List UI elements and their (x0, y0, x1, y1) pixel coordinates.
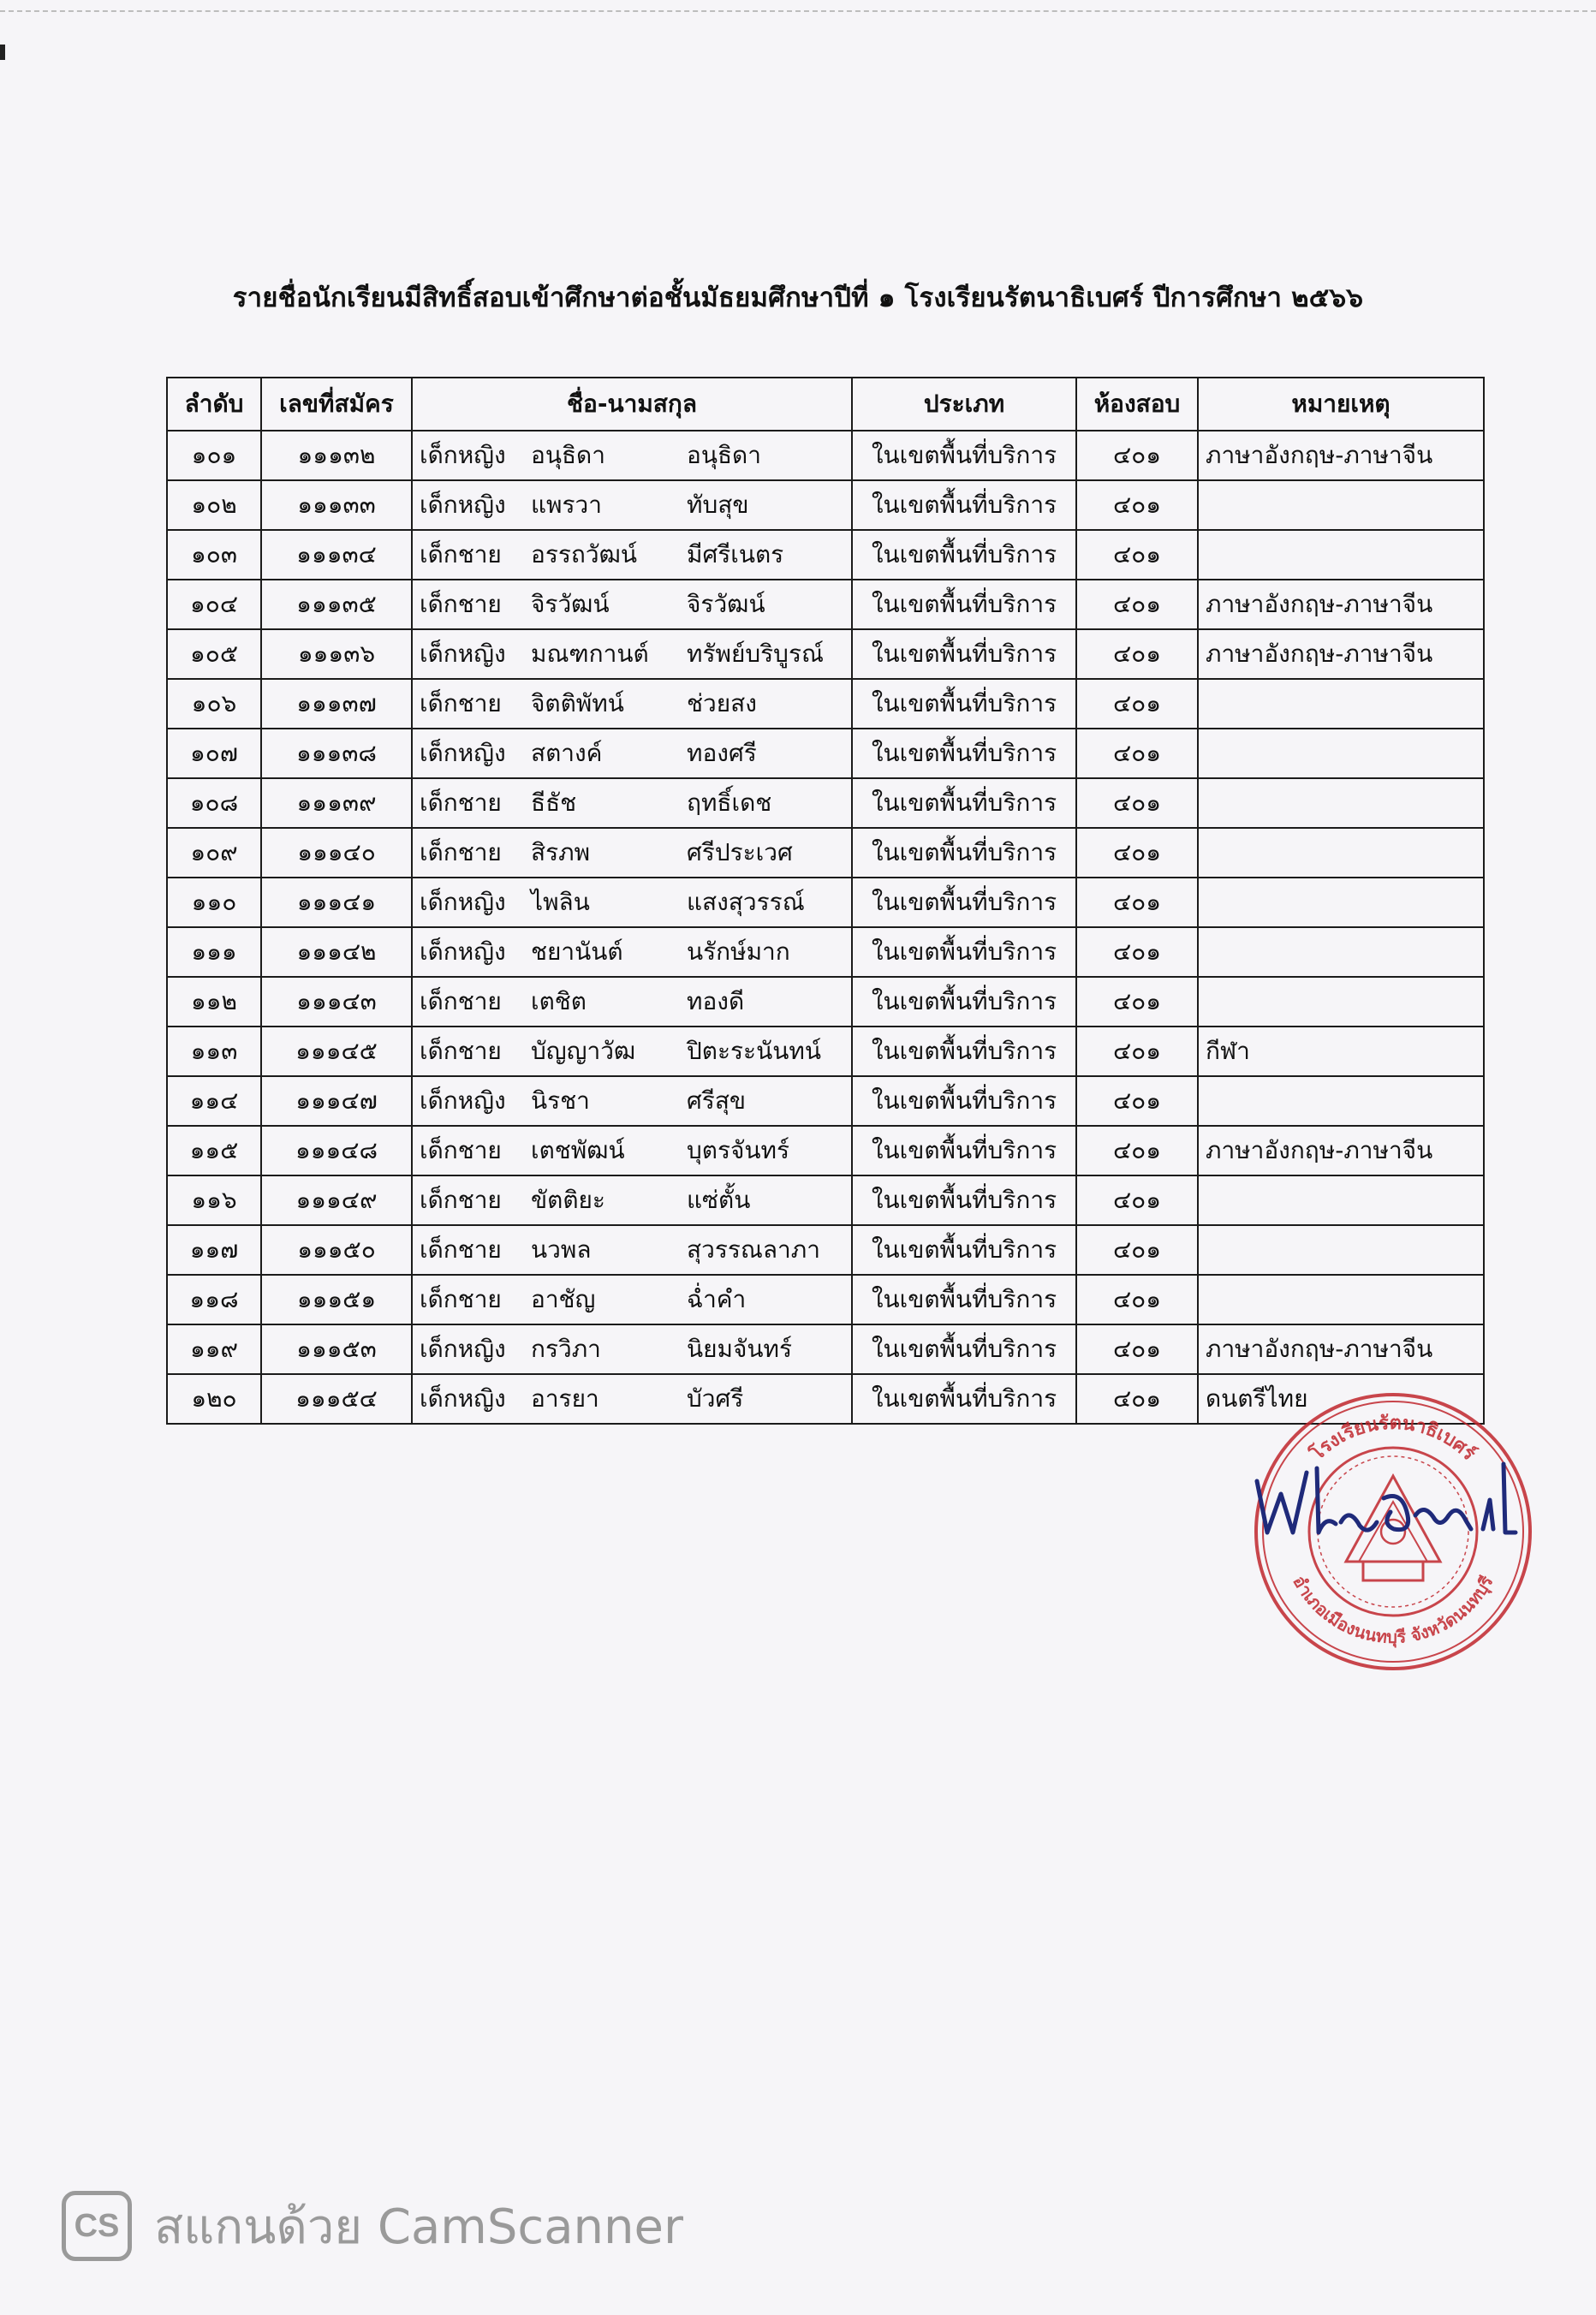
cell-application-number: ๑๑๑๓๘ (261, 729, 412, 778)
cell-order: ๑๒๐ (167, 1374, 261, 1424)
cell-exam-room: ๔๐๑ (1076, 828, 1198, 878)
cell-type: ในเขตพื้นที่บริการ (852, 480, 1076, 530)
table-body (167, 431, 1484, 1424)
header-remarks: หมายเหตุ (1198, 378, 1484, 431)
cell-type: ในเขตพื้นที่บริการ (852, 927, 1076, 977)
cell-exam-room: ๔๐๑ (1076, 679, 1198, 729)
cell-exam-room: ๔๐๑ (1076, 1027, 1198, 1076)
first-name: ชยานันต์ (531, 937, 623, 966)
header-application-number: เลขที่สมัคร (261, 378, 412, 431)
cell-remarks: ภาษาอังกฤษ-ภาษาจีน (1198, 1324, 1484, 1374)
last-name: แซ่ตั้น (687, 1186, 751, 1214)
cell-exam-room: ๔๐๑ (1076, 778, 1198, 828)
cell-exam-room: ๔๐๑ (1076, 878, 1198, 927)
header-exam-room: ห้องสอบ (1076, 378, 1198, 431)
name-prefix: เด็กหญิง (420, 937, 506, 966)
cell-application-number: ๑๑๑๕๐ (261, 1225, 412, 1275)
cell-full-name (412, 778, 852, 828)
last-name: ปิตะระนันทน์ (687, 1037, 821, 1065)
table-row (167, 1324, 1484, 1374)
cell-application-number: ๑๑๑๓๔ (261, 530, 412, 580)
cell-remarks: กีฬา (1198, 1027, 1484, 1076)
name-prefix: เด็กชาย (420, 1285, 502, 1313)
first-name: มณฑกานต์ (531, 640, 649, 668)
name-prefix: เด็กหญิง (420, 640, 506, 668)
cell-full-name (412, 1374, 852, 1424)
cell-application-number: ๑๑๑๕๑ (261, 1275, 412, 1324)
cell-full-name (412, 1275, 852, 1324)
name-prefix: เด็กชาย (420, 838, 502, 866)
cell-full-name (412, 679, 852, 729)
cell-application-number: ๑๑๑๓๖ (261, 629, 412, 679)
first-name: ขัตติยะ (531, 1186, 605, 1214)
cell-type: ในเขตพื้นที่บริการ (852, 1324, 1076, 1374)
cell-application-number: ๑๑๑๓๒ (261, 431, 412, 480)
table-row (167, 1126, 1484, 1175)
last-name: บุตรจันทร์ (687, 1136, 790, 1164)
cell-order: ๑๑๘ (167, 1275, 261, 1324)
first-name: อาชัญ (531, 1285, 596, 1313)
name-prefix: เด็กหญิง (420, 491, 506, 519)
name-prefix: เด็กหญิง (420, 441, 506, 469)
cell-type: ในเขตพื้นที่บริการ (852, 1027, 1076, 1076)
cell-full-name (412, 729, 852, 778)
cell-exam-room: ๔๐๑ (1076, 580, 1198, 629)
cell-order: ๑๐๗ (167, 729, 261, 778)
cell-exam-room: ๔๐๑ (1076, 1076, 1198, 1126)
cell-full-name (412, 1126, 852, 1175)
last-name: ฤทธิ์เดช (687, 789, 772, 817)
cell-remarks (1198, 1175, 1484, 1225)
camscanner-logo-icon: CS (62, 2191, 132, 2261)
cell-exam-room: ๔๐๑ (1076, 729, 1198, 778)
cell-type: ในเขตพื้นที่บริการ (852, 878, 1076, 927)
first-name: กรวิภา (531, 1335, 601, 1363)
cell-type: ในเขตพื้นที่บริการ (852, 431, 1076, 480)
cell-full-name (412, 629, 852, 679)
cell-order: ๑๑๓ (167, 1027, 261, 1076)
cell-order: ๑๑๒ (167, 977, 261, 1027)
cell-exam-room: ๔๐๑ (1076, 1225, 1198, 1275)
last-name: สุวรรณลาภา (687, 1235, 820, 1264)
cell-type: ในเขตพื้นที่บริการ (852, 679, 1076, 729)
table-row (167, 1076, 1484, 1126)
cell-type: ในเขตพื้นที่บริการ (852, 580, 1076, 629)
cell-exam-room: ๔๐๑ (1076, 1175, 1198, 1225)
cell-application-number: ๑๑๑๔๙ (261, 1175, 412, 1225)
cell-order: ๑๑๖ (167, 1175, 261, 1225)
svg-text:อำเภอเมืองนนทบุรี จังหวัดนนทบุ (1289, 1572, 1497, 1648)
camscanner-text: สแกนด้วย CamScanner (154, 2199, 683, 2255)
last-name: จิรวัฒน์ (687, 590, 765, 618)
table-row (167, 778, 1484, 828)
cell-application-number: ๑๑๑๕๔ (261, 1374, 412, 1424)
cell-order: ๑๐๓ (167, 530, 261, 580)
name-prefix: เด็กชาย (420, 1235, 502, 1264)
cell-application-number: ๑๑๑๔๒ (261, 927, 412, 977)
seal-top-text: โรงเรียนรัตนาธิเบศร์ (1307, 1412, 1480, 1466)
cell-full-name (412, 828, 852, 878)
table-row (167, 679, 1484, 729)
cell-remarks: ภาษาอังกฤษ-ภาษาจีน (1198, 1126, 1484, 1175)
cell-exam-room: ๔๐๑ (1076, 1126, 1198, 1175)
last-name: แสงสุวรรณ์ (687, 888, 805, 916)
first-name: บัญญาวัฒ (531, 1037, 636, 1065)
name-prefix: เด็กหญิง (420, 1086, 506, 1115)
name-prefix: เด็กชาย (420, 1037, 502, 1065)
cell-type: ในเขตพื้นที่บริการ (852, 1374, 1076, 1424)
cell-remarks (1198, 480, 1484, 530)
table-row (167, 927, 1484, 977)
cell-order: ๑๑๐ (167, 878, 261, 927)
cell-order: ๑๑๕ (167, 1126, 261, 1175)
signature (1240, 1447, 1539, 1558)
top-scan-edge (0, 10, 1596, 12)
cell-full-name (412, 927, 852, 977)
table-row (167, 977, 1484, 1027)
cell-remarks (1198, 778, 1484, 828)
cell-application-number: ๑๑๑๔๑ (261, 878, 412, 927)
table-row (167, 629, 1484, 679)
cell-remarks (1198, 1225, 1484, 1275)
seal-bottom-text: อำเภอเมืองนนทบุรี จังหวัดนนทบุรี (1289, 1572, 1498, 1648)
cell-exam-room: ๔๐๑ (1076, 977, 1198, 1027)
first-name: อนุธิดา (531, 441, 605, 469)
last-name: ศรีสุข (687, 1086, 747, 1115)
cell-application-number: ๑๑๑๔๐ (261, 828, 412, 878)
cell-full-name (412, 580, 852, 629)
cell-type: ในเขตพื้นที่บริการ (852, 1275, 1076, 1324)
cell-application-number: ๑๑๑๔๓ (261, 977, 412, 1027)
last-name: ทองดี (687, 987, 745, 1015)
table-row (167, 1275, 1484, 1324)
table-row (167, 480, 1484, 530)
cell-order: ๑๐๙ (167, 828, 261, 878)
cell-order: ๑๐๕ (167, 629, 261, 679)
student-roster-table (166, 377, 1485, 1425)
last-name: มีศรีเนตร (687, 540, 784, 568)
first-name: เตชพัฒน์ (531, 1136, 625, 1164)
header-full-name: ชื่อ-นามสกุล (412, 378, 852, 431)
first-name: เตชิต (531, 987, 587, 1015)
cell-full-name (412, 1027, 852, 1076)
cell-remarks: ภาษาอังกฤษ-ภาษาจีน (1198, 629, 1484, 679)
table-row (167, 580, 1484, 629)
cell-type: ในเขตพื้นที่บริการ (852, 977, 1076, 1027)
first-name: สิรภพ (531, 838, 591, 866)
table-row (167, 431, 1484, 480)
cell-application-number: ๑๑๑๓๗ (261, 679, 412, 729)
first-name: จิรวัฒน์ (531, 590, 610, 618)
cell-order: ๑๐๔ (167, 580, 261, 629)
cell-remarks: ภาษาอังกฤษ-ภาษาจีน (1198, 580, 1484, 629)
cell-full-name (412, 530, 852, 580)
table-row (167, 1225, 1484, 1275)
last-name: อนุธิดา (687, 441, 761, 469)
cell-order: ๑๐๒ (167, 480, 261, 530)
cell-exam-room: ๔๐๑ (1076, 431, 1198, 480)
cell-type: ในเขตพื้นที่บริการ (852, 1175, 1076, 1225)
first-name: ไพลิน (531, 888, 590, 916)
cell-full-name (412, 1076, 852, 1126)
last-name: ฉ่ำคำ (687, 1285, 747, 1313)
name-prefix: เด็กหญิง (420, 1335, 506, 1363)
first-name: นวพล (531, 1235, 592, 1264)
scan-corner-mark (0, 45, 5, 60)
last-name: ทองศรี (687, 739, 757, 767)
cell-type: ในเขตพื้นที่บริการ (852, 729, 1076, 778)
cell-order: ๑๐๑ (167, 431, 261, 480)
camscanner-watermark (62, 2187, 683, 2264)
cell-type: ในเขตพื้นที่บริการ (852, 778, 1076, 828)
last-name: บัวศรี (687, 1384, 744, 1413)
cell-application-number: ๑๑๑๔๘ (261, 1126, 412, 1175)
name-prefix: เด็กชาย (420, 789, 502, 817)
table-row (167, 878, 1484, 927)
table-header-row (167, 378, 1484, 431)
first-name: ธีธัช (531, 789, 577, 817)
cell-order: ๑๑๑ (167, 927, 261, 977)
name-prefix: เด็กชาย (420, 1136, 502, 1164)
name-prefix: เด็กชาย (420, 540, 502, 568)
cell-full-name (412, 878, 852, 927)
first-name: นิรชา (531, 1086, 590, 1115)
cell-type: ในเขตพื้นที่บริการ (852, 1225, 1076, 1275)
cell-remarks (1198, 828, 1484, 878)
cell-type: ในเขตพื้นที่บริการ (852, 1126, 1076, 1175)
name-prefix: เด็กหญิง (420, 739, 506, 767)
cell-exam-room: ๔๐๑ (1076, 480, 1198, 530)
last-name: ช่วยสง (687, 689, 757, 717)
header-type: ประเภท (852, 378, 1076, 431)
name-prefix: เด็กหญิง (420, 1384, 506, 1413)
cell-order: ๑๑๔ (167, 1076, 261, 1126)
cell-exam-room: ๔๐๑ (1076, 1374, 1198, 1424)
cell-exam-room: ๔๐๑ (1076, 1275, 1198, 1324)
first-name: อรรถวัฒน์ (531, 540, 638, 568)
cell-application-number: ๑๑๑๕๓ (261, 1324, 412, 1374)
cell-application-number: ๑๑๑๓๕ (261, 580, 412, 629)
cell-application-number: ๑๑๑๓๙ (261, 778, 412, 828)
document-title: รายชื่อนักเรียนมีสิทธิ์สอบเข้าศึกษาต่อชั้นมัธยมศึกษาปีที่ ๑ โรงเรียนรัตนาธิเบศร์ ปีการศึกษา ๒๕๖๖ (232, 283, 1364, 313)
last-name: นิยมจันทร์ (687, 1335, 793, 1363)
cell-remarks: ดนตรีไทย (1198, 1374, 1484, 1424)
cell-type: ในเขตพื้นที่บริการ (852, 828, 1076, 878)
table-row (167, 1027, 1484, 1076)
first-name: แพรวา (531, 491, 602, 519)
cell-remarks (1198, 679, 1484, 729)
cell-full-name (412, 977, 852, 1027)
cell-remarks (1198, 729, 1484, 778)
cell-type: ในเขตพื้นที่บริการ (852, 530, 1076, 580)
table-row (167, 729, 1484, 778)
cell-exam-room: ๔๐๑ (1076, 629, 1198, 679)
table-row (167, 828, 1484, 878)
cell-remarks: ภาษาอังกฤษ-ภาษาจีน (1198, 431, 1484, 480)
cell-type: ในเขตพื้นที่บริการ (852, 1076, 1076, 1126)
cell-exam-room: ๔๐๑ (1076, 1324, 1198, 1374)
header-order: ลำดับ (167, 378, 261, 431)
cell-exam-room: ๔๐๑ (1076, 927, 1198, 977)
cell-full-name (412, 1225, 852, 1275)
cell-application-number: ๑๑๑๓๓ (261, 480, 412, 530)
name-prefix: เด็กชาย (420, 590, 502, 618)
cell-remarks (1198, 1275, 1484, 1324)
cell-full-name (412, 1324, 852, 1374)
last-name: ทรัพย์บริบูรณ์ (687, 640, 824, 668)
table-row (167, 530, 1484, 580)
first-name: สตางค์ (531, 739, 603, 767)
cell-order: ๑๐๘ (167, 778, 261, 828)
name-prefix: เด็กชาย (420, 987, 502, 1015)
cell-remarks (1198, 530, 1484, 580)
cell-exam-room: ๔๐๑ (1076, 530, 1198, 580)
cell-full-name (412, 431, 852, 480)
table-row (167, 1175, 1484, 1225)
cell-full-name (412, 480, 852, 530)
cell-type: ในเขตพื้นที่บริการ (852, 629, 1076, 679)
cell-full-name (412, 1175, 852, 1225)
first-name: อารยา (531, 1384, 599, 1413)
cell-application-number: ๑๑๑๔๕ (261, 1027, 412, 1076)
last-name: ศรีประเวศ (687, 838, 793, 866)
cell-order: ๑๑๙ (167, 1324, 261, 1374)
cell-application-number: ๑๑๑๔๗ (261, 1076, 412, 1126)
cell-remarks (1198, 977, 1484, 1027)
cell-order: ๑๐๖ (167, 679, 261, 729)
cell-order: ๑๑๗ (167, 1225, 261, 1275)
last-name: นรักษ์มาก (687, 937, 790, 966)
name-prefix: เด็กชาย (420, 1186, 502, 1214)
last-name: ทับสุข (687, 491, 749, 519)
cell-remarks (1198, 1076, 1484, 1126)
cell-remarks (1198, 927, 1484, 977)
name-prefix: เด็กชาย (420, 689, 502, 717)
cell-remarks (1198, 878, 1484, 927)
name-prefix: เด็กหญิง (420, 888, 506, 916)
first-name: จิตติพัทน์ (531, 689, 624, 717)
